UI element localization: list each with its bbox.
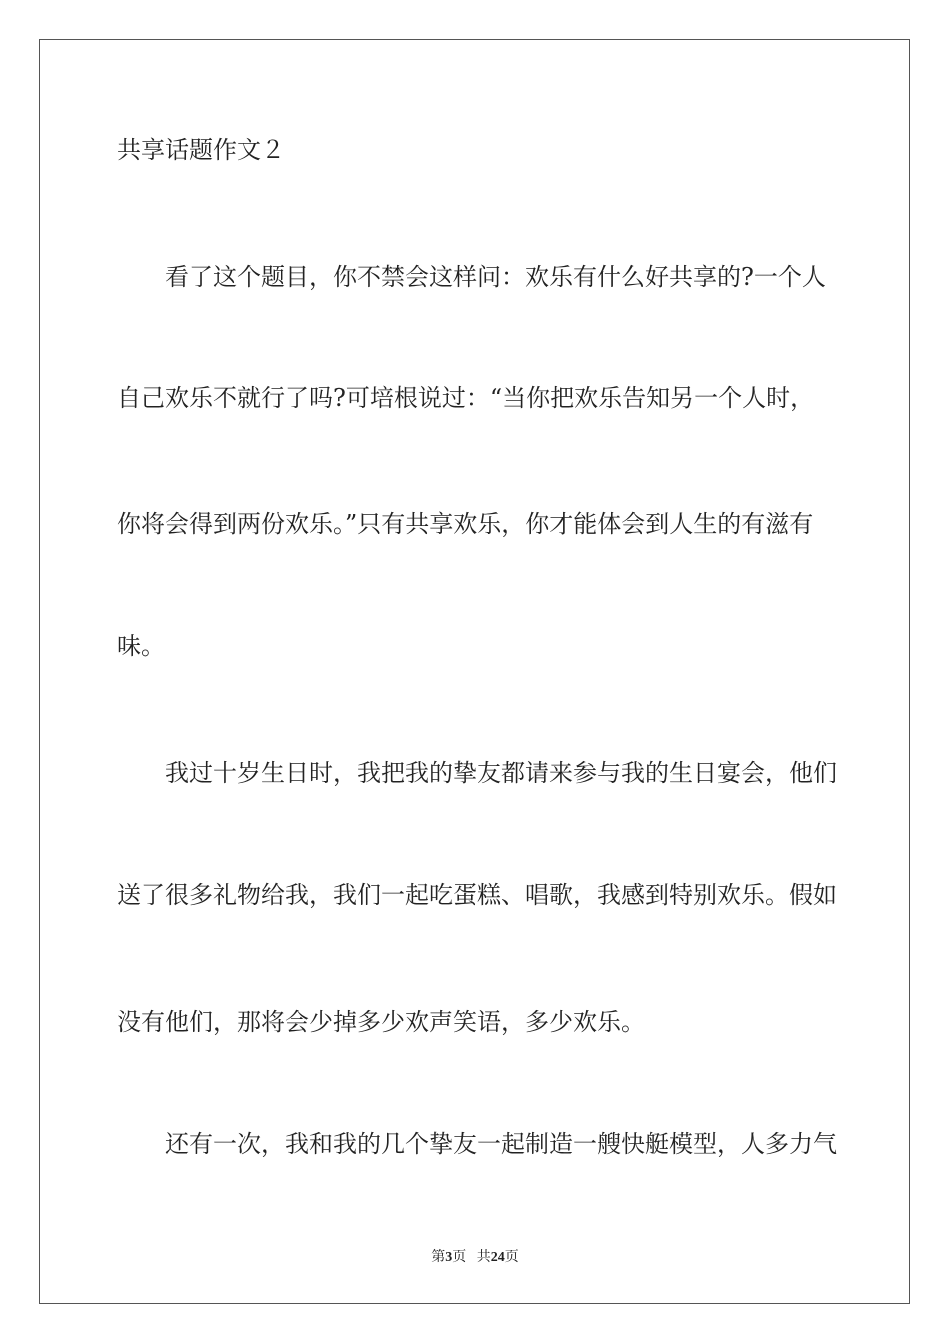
page-suffix: 页 [452,1250,467,1265]
paragraph-line: 我过十岁生日时，我把我的挚友都请来参与我的生日宴会，他们 [165,759,837,787]
page-footer [0,1246,950,1266]
essay-title: 共享话题作文２ [117,136,285,164]
total-prefix: 共 [476,1250,491,1265]
paragraph-line: 自己欢乐不就行了吗?可培根说过：“当你把欢乐告知另一个人时， [117,384,815,412]
page-number: 3 [445,1250,453,1265]
page-prefix: 第 [431,1250,446,1265]
paragraph-line: 没有他们，那将会少掉多少欢声笑语，多少欢乐。 [117,1008,645,1036]
page-border [39,39,910,1304]
paragraph-line: 还有一次，我和我的几个挚友一起制造一艘快艇模型，人多力气 [165,1130,837,1158]
total-suffix: 页 [504,1250,519,1265]
paragraph-line: 看了这个题目，你不禁会这样问：欢乐有什么好共享的?一个人 [165,263,826,291]
total-pages: 24 [490,1250,505,1265]
paragraph-line: 你将会得到两份欢乐。”只有共享欢乐，你才能体会到人生的有滋有 [117,510,814,538]
paragraph-line: 味。 [117,632,165,660]
paragraph-line: 送了很多礼物给我，我们一起吃蛋糕、唱歌，我感到特别欢乐。假如 [117,881,837,909]
